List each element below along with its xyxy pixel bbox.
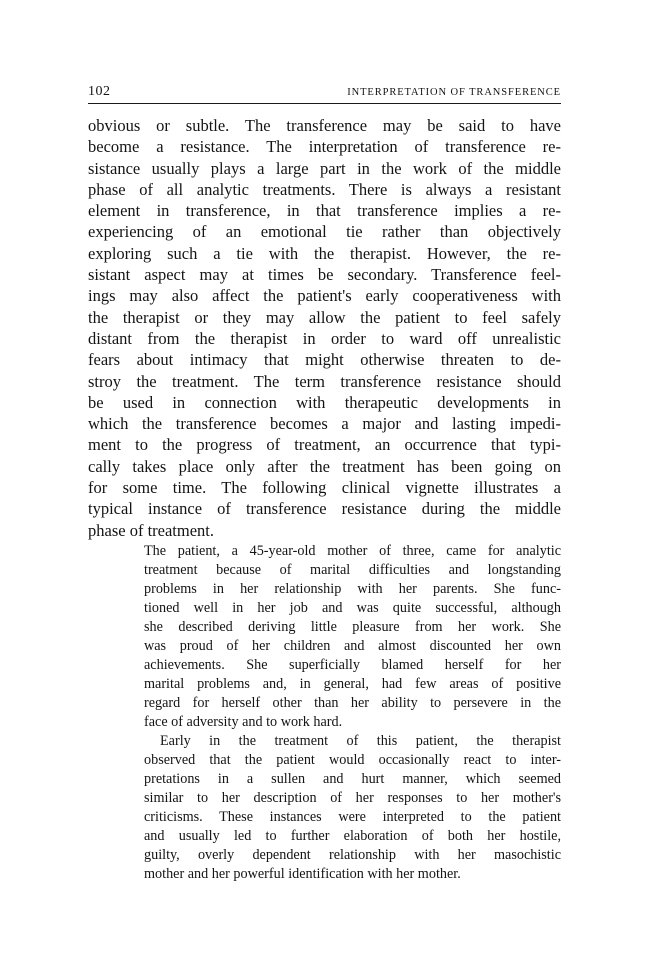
body-line: which the transference becomes a major and lasting impedi-	[88, 414, 561, 434]
vignette-line: mother and her powerful identification with her mother.	[144, 866, 461, 882]
vignette-line: achievements. She superficially blamed herself for her	[144, 657, 561, 673]
body-line: ment to the progress of treatment, an occurrence that typi-	[88, 435, 561, 455]
body-line: distant from the therapist in order to ward off unrealistic	[88, 328, 561, 348]
vignette-line: criticisms. These instances were interpreted to the patient	[144, 809, 561, 825]
vignette-line: she described deriving little pleasure from her work. She	[144, 619, 561, 635]
body-line: phase of treatment.	[88, 520, 214, 540]
body-line: sistant aspect may at times be secondary. Transference feel-	[88, 265, 561, 285]
vignette-line: marital problems and, in general, had few areas of positive	[144, 676, 561, 692]
body-line: obvious or subtle. The transference may be said to have	[88, 116, 561, 135]
vignette-line: similar to her description of her responses to her mother's	[144, 790, 561, 806]
vignette-line: problems in her relationship with her parents. She func-	[144, 581, 561, 597]
vignette-line: The patient, a 45-year-old mother of three, came for analytic	[144, 543, 561, 559]
vignette-line: tioned well in her job and was quite successful, although	[144, 600, 561, 616]
body-line: for some time. The following clinical vignette illustrates a	[88, 478, 561, 498]
body-line: the therapist or they may allow the patient to feel safely	[88, 307, 561, 327]
body-paragraph	[88, 115, 561, 541]
body-line: typical instance of transference resistance during the middle	[88, 499, 561, 519]
vignette-line: Early in the treatment of this patient, the therapist	[160, 733, 561, 749]
running-head: INTERPRETATION OF TRANSFERENCE	[347, 87, 561, 98]
body-line: be used in connection with therapeutic developments in	[88, 392, 561, 412]
body-line: stroy the treatment. The term transference resistance should	[88, 371, 561, 391]
clinical-vignette	[144, 542, 561, 884]
vignette-line: and usually led to further elaboration of both her hostile,	[144, 828, 561, 844]
vignette-line: pretations in a sullen and hurt manner, which seemed	[144, 771, 561, 787]
body-line: element in transference, in that transference implies a re-	[88, 201, 561, 221]
body-line: exploring such a tie with the therapist. However, the re-	[88, 243, 561, 263]
page-number: 102	[88, 84, 111, 99]
vignette-line: regard for herself other than her ability to persevere in the	[144, 695, 561, 711]
vignette-line: observed that the patient would occasionally react to inter-	[144, 752, 561, 768]
page-header	[88, 84, 561, 104]
vignette-line: treatment because of marital difficulties and longstanding	[144, 562, 561, 578]
vignette-line: was proud of her children and almost discounted her own	[144, 638, 561, 654]
body-line: cally takes place only after the treatment has been going on	[88, 456, 561, 476]
body-line: ings may also affect the patient's early cooperativeness with	[88, 286, 561, 306]
vignette-line: face of adversity and to work hard.	[144, 714, 343, 730]
body-line: experiencing of an emotional tie rather than objectively	[88, 222, 561, 242]
body-line: fears about intimacy that might otherwise threaten to de-	[88, 350, 561, 370]
body-line: become a resistance. The interpretation of transference re-	[88, 137, 561, 157]
vignette-line: guilty, overly dependent relationship with her masochistic	[144, 847, 561, 863]
body-line: sistance usually plays a large part in the work of the middle	[88, 158, 561, 178]
body-line: phase of all analytic treatments. There is always a resistant	[88, 179, 561, 199]
